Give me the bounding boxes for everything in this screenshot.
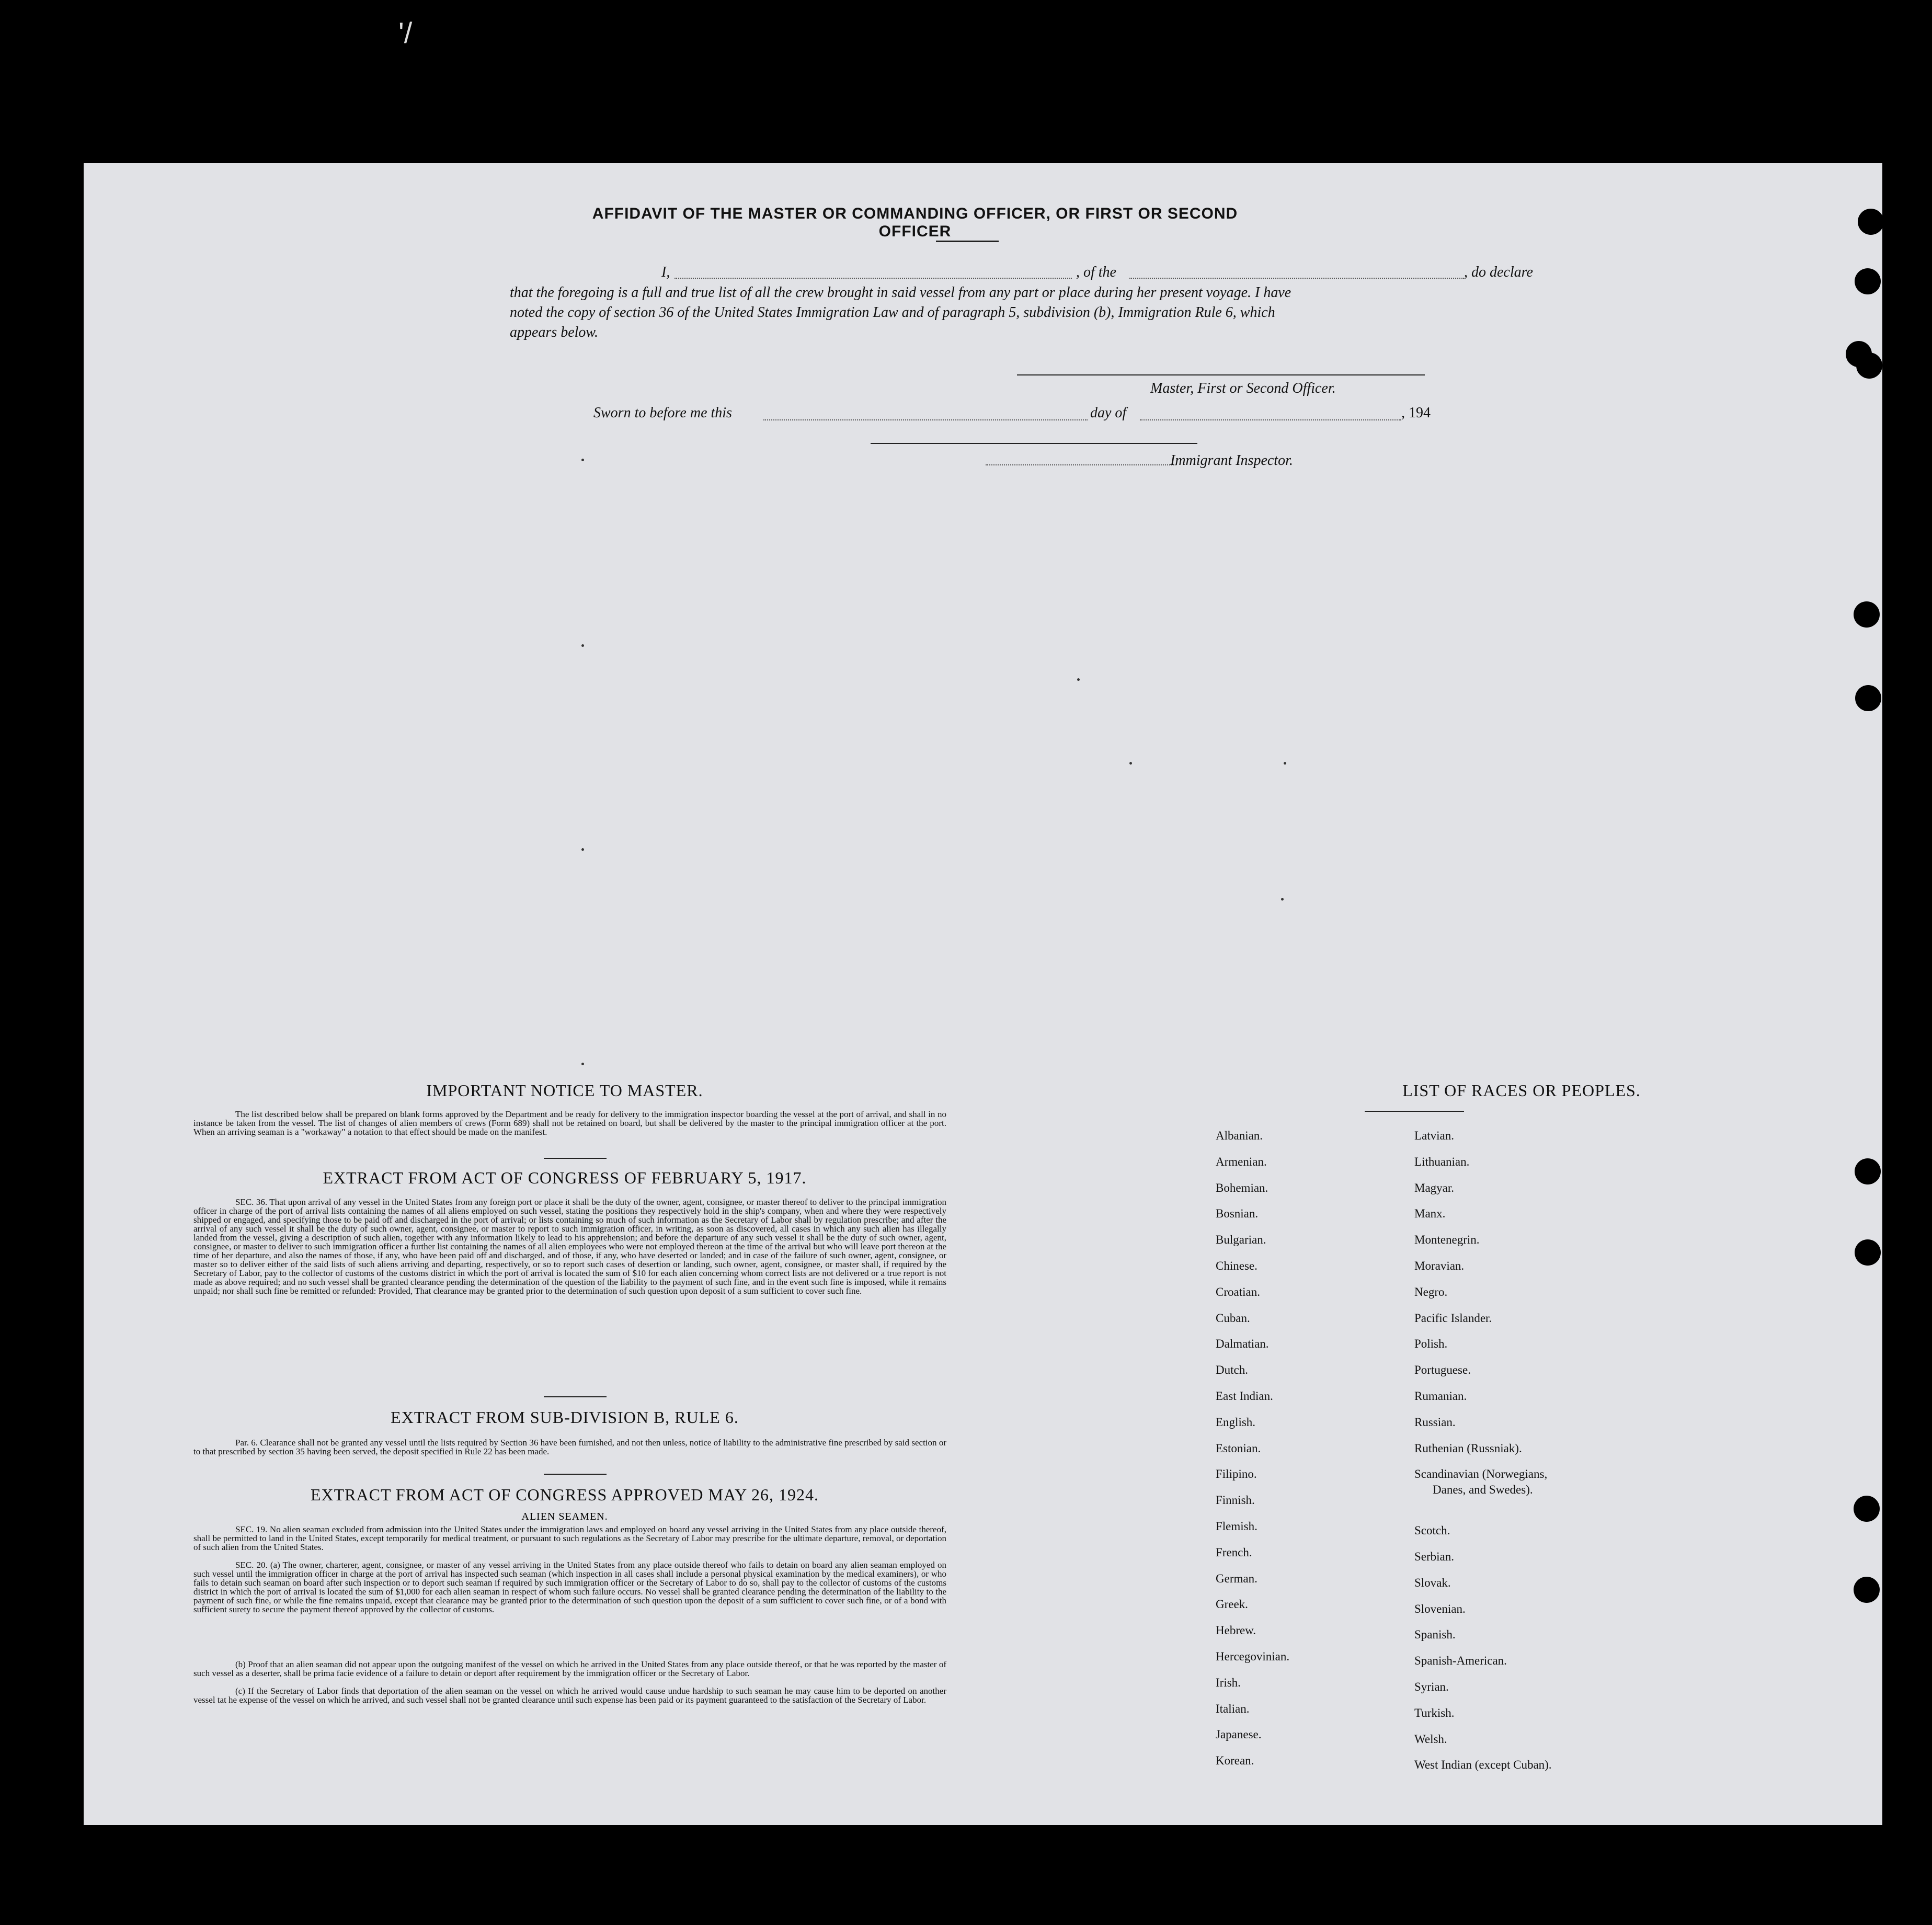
extract-1917-text: SEC. 36. That upon arrival of any vessel in the United States from any foreign port or place it shall be the duty of the owner, agent, consignee, or master thereof to deliver to the principal immigration officer in charge of the port of arrival lists containing the names of all aliens employed on such vessel, stating the positions they respectively hold in the ship's company, when and where they were respectively shipped or engaged, and specifying those to be paid off and discharged in the port of arrival; or lists containing so much of such information as the Secretary of Labor shall by regulation prescribe; and after the arrival of any such vessel it shall be the duty of such owner, agent, consignee, or master to report to such immigration officer, in writing, as soon as discovered, all cases in which any such alien has illegally landed from the vessel, giving a description of such alien, together with any information likely to lead to his apprehension; and before the departure of any such vessel it shall be the duty of such owner, agent, consignee, or master to deliver to such immigration officer a further list containing the names of all alien employees who were not employed thereon at the time of the arrival but who will leave port thereon at the time of her departure, and also the names of those, if any, who have been paid off and discharged, and of those, if any, who have deserted or landed; and in case of the failure of such owner, agent, consignee, or master so to deliver either of the said lists of such aliens arriving and departing, respectively, or so to report such cases of desertion or landing, such owner, agent, consignee, or master shall, if required by the Secretary of Labor, pay to the collector of customs of the customs district in which the port of arrival is located the sum of $10 for each alien concerning whom correct lists are not delivered or a true report is not made as above required; and no such vessel shall be granted clearance pending the determination of the question of the liability to the payment of such fine, and in the event such fine is imposed, while it remains unpaid; nor shall such fine be remitted or refunded: Provided, That clearance may be granted prior to the determination of such question upon deposit of a sum sufficient to cover such fine. [193, 1197, 946, 1296]
race-item: Bohemian. [1216, 1181, 1268, 1194]
race-item: Scotch. [1414, 1524, 1450, 1537]
race-item: Italian. [1216, 1702, 1250, 1715]
race-item: Cuban. [1216, 1311, 1250, 1325]
master-signature-line [1017, 374, 1425, 375]
race-item: Estonian. [1216, 1441, 1261, 1455]
affidavit-line-2: that the foregoing is a full and true list of all the crew brought in said vessel from any part or place during her present voyage. I have [510, 284, 1291, 301]
master-caption: Master, First or Second Officer. [1150, 380, 1336, 396]
binder-hole [1856, 352, 1882, 379]
race-item: Ruthenian (Russniak). [1414, 1441, 1522, 1455]
affidavit-title: AFFIDAVIT OF THE MASTER OR COMMANDING OFFICER, OR FIRST OR SECOND OFFICER [592, 205, 1238, 240]
race-item: Slovenian. [1414, 1602, 1466, 1615]
notice-text: The list described below shall be prepared on blank forms approved by the Department and be ready for delivery to the immigration inspector boarding the vessel at the port of arrival, and shall in no instance be taken from the vessel. The list of changes of alien members of crews (Form 689) shall not be retained on board, but shall be delivered by the master to the principal immigration officer at the port. When an arriving seaman is a "workaway" a notation to that effect should be made on the manifest. [193, 1109, 946, 1137]
race-item: Greek. [1216, 1598, 1248, 1611]
inspector-line-2 [986, 464, 1176, 465]
race-item: German. [1216, 1571, 1257, 1585]
vessel-name-line [1129, 278, 1464, 279]
race-item: Serbian. [1414, 1550, 1455, 1563]
binder-hole [1854, 601, 1880, 628]
speck [581, 1063, 584, 1065]
race-item: Portuguese. [1414, 1363, 1471, 1377]
divider-1 [544, 1158, 607, 1159]
title-underline [936, 241, 999, 242]
speck [1129, 762, 1132, 765]
race-item: Bulgarian. [1216, 1233, 1266, 1247]
sworn-date-line [763, 419, 1088, 420]
race-item: Irish. [1216, 1676, 1241, 1689]
speck [581, 848, 584, 851]
race-item: Chinese. [1216, 1259, 1257, 1272]
inspector-caption: Immigrant Inspector. [1170, 452, 1293, 469]
race-item: Magyar. [1414, 1181, 1455, 1194]
race-item: Hebrew. [1216, 1624, 1256, 1637]
race-item: Flemish. [1216, 1520, 1257, 1533]
speck [1281, 898, 1284, 901]
race-item: Welsh. [1414, 1732, 1447, 1746]
race-item: Hercegovinian. [1216, 1650, 1290, 1663]
notice-title: IMPORTANT NOTICE TO MASTER. [426, 1081, 703, 1100]
race-item: Japanese. [1216, 1728, 1262, 1741]
binder-hole [1855, 1239, 1881, 1266]
corner-mark: '/ [398, 16, 413, 49]
race-item: Rumanian. [1414, 1389, 1467, 1403]
race-item: Latvian. [1414, 1129, 1454, 1142]
of-the-label: , of the [1076, 264, 1116, 280]
extract-1924-title: EXTRACT FROM ACT OF CONGRESS APPROVED MAY 26, 1924. [310, 1485, 819, 1504]
speck [581, 644, 584, 647]
race-item: Bosnian. [1216, 1207, 1259, 1221]
races-underline [1365, 1111, 1464, 1112]
race-item: Polish. [1414, 1337, 1448, 1351]
sec-20b-text: (b) Proof that an alien seaman did not appear upon the outgoing manifest of the vessel on which he arrived in the United States from any place outside thereof, or that he was reported by the master of such vessel as a deserter, shall be prima facie evidence of a failure to detain or deport after requirement by the immigration officer or the Secretary of Labor. [193, 1659, 946, 1678]
race-item: Danes, and Swedes). [1433, 1483, 1533, 1497]
inspector-line-1 [871, 443, 1197, 444]
speck [581, 459, 584, 461]
alien-seamen-subtitle: ALIEN SEAMEN. [521, 1511, 608, 1522]
race-item: Finnish. [1216, 1494, 1255, 1507]
extract-rule6-text: Par. 6. Clearance shall not be granted any vessel until the lists required by Section 36 have been furnished, and not then unless, notice of liability to the administrative fine prescribed by said section or to that prescribed by section 35 having been served, the deposit specified in Rule 22 has been made. [193, 1438, 946, 1456]
race-item: Syrian. [1414, 1680, 1449, 1693]
sec-19-text: SEC. 19. No alien seaman excluded from admission into the United States under the immigration laws and employed on board any vessel arriving in the United States from any place outside thereof, shall be permitted to land in the United States, except temporarily for medical treatment, or pursuant to such regulations as the Secretary of Labor may prescribe for the ultimate departure, removal, or deportation of such alien from the United States. [193, 1524, 946, 1552]
race-item: Russian. [1414, 1415, 1456, 1429]
affidavit-line-3: noted the copy of section 36 of the United States Immigration Law and of paragraph 5, subdivision (b), Immigration Rule 6, which [510, 304, 1275, 321]
race-item: Croatian. [1216, 1285, 1260, 1298]
race-item: English. [1216, 1415, 1256, 1429]
race-item: Armenian. [1216, 1155, 1267, 1168]
binder-hole [1854, 1577, 1880, 1603]
binder-hole [1855, 685, 1881, 711]
race-item: Spanish-American. [1414, 1654, 1507, 1668]
race-item: Manx. [1414, 1207, 1446, 1221]
sec-20c-text: (c) If the Secretary of Labor finds that deportation of the alien seaman on the vessel on which he arrived would cause undue hardship to such seaman he may cause him to be deported on another vessel tat he expense of the vessel on which he arrived, and such vessel shall not be granted clearance until such expense has been paid or its payment guaranteed to the satisfaction of the Secretary of Labor. [193, 1686, 946, 1705]
speck [1284, 762, 1286, 765]
race-item: Montenegrin. [1414, 1233, 1480, 1247]
day-of-label: day of [1090, 405, 1127, 421]
extract-rule6-title: EXTRACT FROM SUB-DIVISION B, RULE 6. [391, 1408, 739, 1427]
race-item: Filipino. [1216, 1467, 1257, 1481]
race-item: Korean. [1216, 1754, 1254, 1768]
race-item: Pacific Islander. [1414, 1311, 1492, 1325]
race-item: Spanish. [1414, 1628, 1456, 1642]
sworn-label: Sworn to before me this [593, 405, 732, 421]
binder-hole [1858, 209, 1884, 235]
year-label: , 194 [1401, 405, 1431, 421]
race-item: West Indian (except Cuban). [1414, 1758, 1552, 1772]
form-page [84, 163, 1882, 1825]
declarant-name-line [675, 278, 1072, 279]
month-line [1140, 419, 1401, 420]
race-item: Moravian. [1414, 1259, 1465, 1272]
sec-20-text: SEC. 20. (a) The owner, charterer, agent, consignee, or master of any vessel arriving in the United States from any place outside thereof who fails to detain on board any alien seaman employed on such vessel until the immigration officer in charge at the port of arrival has inspected such seaman (which inspection in all cases shall include a personal physical examination by the medical examiners), or who fails to detain such seaman on board after such inspection or to deport such seaman if required by such immigration officer or the Secretary of Labor to do so, shall pay to the collector of customs of the customs district in which the port of arrival is located the sum of $1,000 for each alien seaman in respect of whom such failure occurs. No vessel shall be granted clearance pending the determination of the liability to the payment of such fine, or while the fine remains unpaid, except that clearance may be granted prior to the determination of such question upon the deposit of a sum sufficient to cover such fine, or of a bond with sufficient surety to secure the payment thereof approved by the collector of customs. [193, 1560, 946, 1614]
binder-hole [1855, 1158, 1881, 1184]
race-item: French. [1216, 1545, 1252, 1559]
races-title: LIST OF RACES OR PEOPLES. [1402, 1081, 1641, 1100]
divider-3 [544, 1474, 607, 1475]
race-item: Turkish. [1414, 1706, 1455, 1719]
race-item: Scandinavian (Norwegians, [1414, 1467, 1548, 1481]
race-item: Albanian. [1216, 1129, 1263, 1142]
race-item: East Indian. [1216, 1389, 1273, 1403]
binder-hole [1855, 268, 1881, 294]
speck [1077, 678, 1080, 681]
race-item: Negro. [1414, 1285, 1448, 1298]
race-item: Lithuanian. [1414, 1155, 1470, 1168]
race-item: Dutch. [1216, 1363, 1248, 1377]
divider-2 [544, 1396, 607, 1397]
affidavit-line-4: appears below. [510, 324, 599, 340]
race-item: Slovak. [1414, 1576, 1451, 1589]
binder-hole [1854, 1496, 1880, 1522]
race-item: Dalmatian. [1216, 1337, 1269, 1351]
do-declare-label: , do declare [1464, 264, 1533, 280]
declarant-label: I, [661, 264, 670, 280]
extract-1917-title: EXTRACT FROM ACT OF CONGRESS OF FEBRUARY 5, 1917. [323, 1168, 807, 1187]
